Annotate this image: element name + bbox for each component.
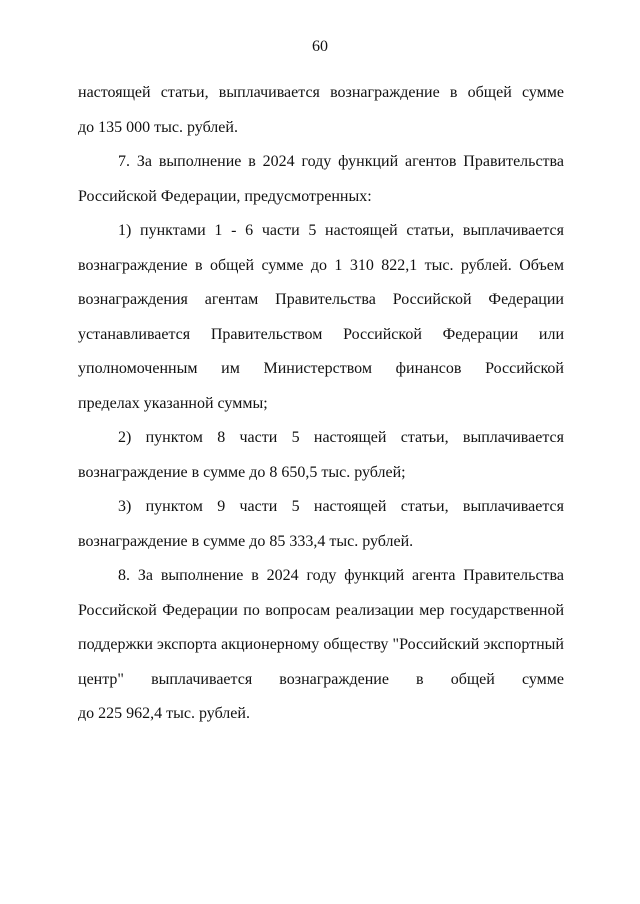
text-line xyxy=(78,249,564,284)
text-line-content: устанавливается Правительством Российской Федерации или xyxy=(78,325,564,343)
text-line-content: вознаграждение в сумме до 85 333,4 тыс. рублей. xyxy=(78,532,414,550)
text-line xyxy=(78,214,564,249)
text-line xyxy=(78,490,564,525)
text-line-content: вознаграждение в сумме до 8 650,5 тыс. рублей; xyxy=(78,463,406,481)
text-line xyxy=(78,111,564,146)
text-line xyxy=(78,283,564,318)
text-line-content: вознаграждения агентам Правительства Российской Федерации xyxy=(78,291,564,308)
text-line-content: центр" выплачивается вознаграждение в общей сумме xyxy=(78,670,564,688)
text-line xyxy=(78,525,564,560)
text-line-content: Российской Федерации по вопросам реализации мер государственной xyxy=(78,601,564,619)
text-line-content: поддержки экспорта акционерному обществу "Российский экспортный xyxy=(78,636,564,653)
text-line-content: вознаграждение в общей сумме до 1 310 822,1 тыс. рублей. Объем xyxy=(78,256,564,274)
text-line-content: уполномоченным им Министерством финансов Российской xyxy=(78,360,564,377)
text-line xyxy=(78,559,564,594)
text-line-content: 7. За выполнение в 2024 году функций агентов Правительства xyxy=(118,153,564,170)
text-line xyxy=(78,76,564,111)
text-line-content: Российской Федерации, предусмотренных: xyxy=(78,187,372,205)
text-line xyxy=(78,697,564,732)
text-line xyxy=(78,456,564,491)
text-line-content: 2) пунктом 8 части 5 настоящей статьи, выплачивается xyxy=(118,429,564,446)
text-line xyxy=(78,663,564,698)
page-number: 60 xyxy=(312,38,328,55)
text-line-content: 3) пунктом 9 части 5 настоящей статьи, выплачивается xyxy=(118,498,564,515)
text-line-content: 8. За выполнение в 2024 году функций агента Правительства xyxy=(118,567,564,584)
text-line-content: 1) пунктами 1 - 6 части 5 настоящей статьи, выплачивается xyxy=(118,222,564,239)
text-line-content: настоящей статьи, выплачивается вознаграждение в общей сумме xyxy=(78,84,564,101)
text-line xyxy=(78,352,564,387)
text-line-content: пределах указанной суммы; xyxy=(78,394,268,412)
text-line xyxy=(78,180,564,215)
document-body xyxy=(78,76,564,732)
text-line xyxy=(78,387,564,422)
text-line-content: до 135 000 тыс. рублей. xyxy=(78,118,238,136)
text-line xyxy=(78,318,564,353)
text-line xyxy=(78,145,564,180)
text-line xyxy=(78,628,564,663)
text-line xyxy=(78,594,564,629)
text-line-content: до 225 962,4 тыс. рублей. xyxy=(78,705,250,722)
text-line xyxy=(78,421,564,456)
